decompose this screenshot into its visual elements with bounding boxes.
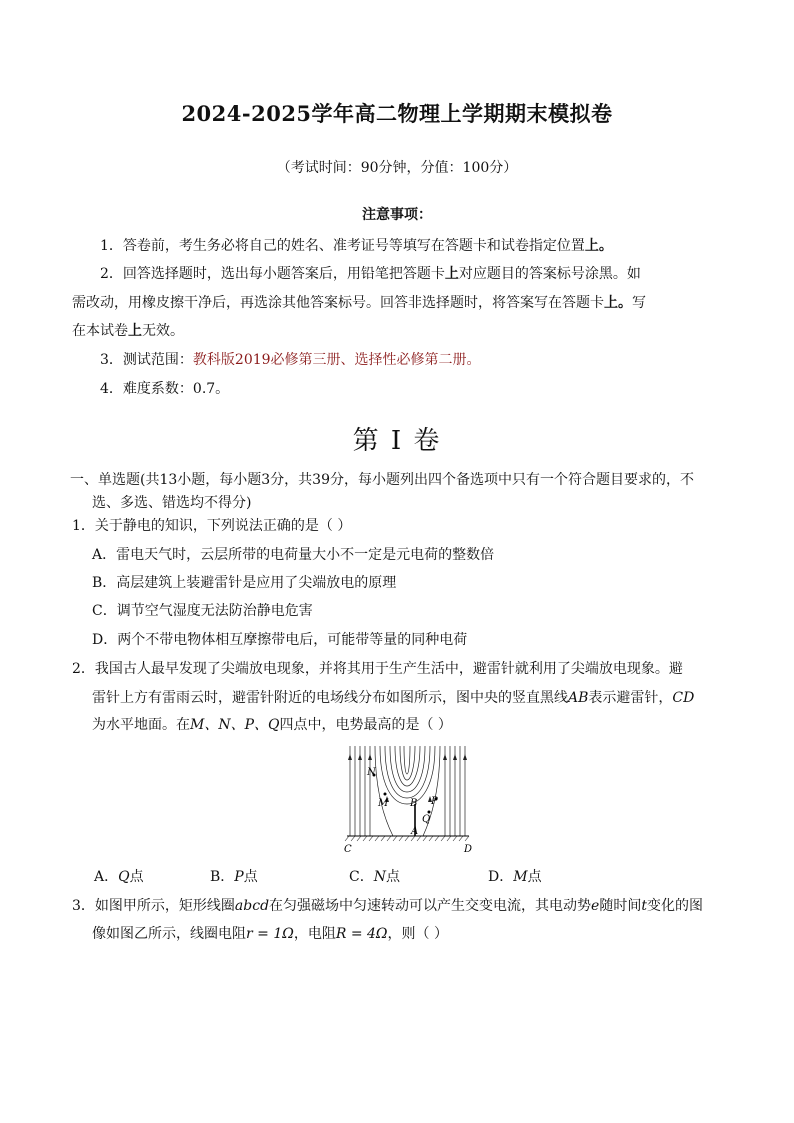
label-c: C xyxy=(344,844,352,854)
option-prefix: C． xyxy=(349,869,374,885)
question-3-text: ，则（ ） xyxy=(387,926,448,942)
question-3-text: 随时间 xyxy=(599,898,642,914)
part-1-heading-line-1: 一、单选题(共13小题，每小题3分，共39分，每小题列出四个备选项中只有一个符合题目要求的，不 xyxy=(70,472,694,488)
notice-heading: 注意事项： xyxy=(362,207,432,223)
notice-item-2-text: 写 xyxy=(632,295,646,311)
field-arrows xyxy=(348,754,467,802)
test-scope: 教科版2019必修第三册、选择性必修第二册。 xyxy=(192,352,481,368)
question-2-text: 雷针上方有雷雨云时，避雷针附近的电场线分布如图所示，图中央的竖直黑线 xyxy=(92,690,568,706)
label-b: B xyxy=(410,798,418,809)
question-2-text: 为水平地面。在 xyxy=(92,717,190,733)
question-2-line-3 xyxy=(92,714,452,734)
option-prefix: A． xyxy=(94,869,119,885)
ground-hatching xyxy=(345,836,469,841)
notice-item-1-emph: 上。 xyxy=(584,238,613,254)
option-var: P xyxy=(234,869,244,885)
coil-resistance: r = 1Ω xyxy=(246,926,294,942)
question-3-text: 像如图乙所示，线圈电阻 xyxy=(92,926,246,942)
question-2-text: 表示避雷针， xyxy=(588,690,673,706)
question-1-option-a: A．雷电天气时，云层所带的电荷量大小不一定是元电荷的整数倍 xyxy=(92,547,495,563)
segment-ab-label: AB xyxy=(568,690,589,706)
notice-item-2-line-3 xyxy=(72,320,184,340)
exam-time-info: （考试时间：90分钟，分值：100分） xyxy=(276,160,518,176)
label-n: N xyxy=(367,767,376,778)
coil-label: abcd xyxy=(234,898,270,914)
section-title: 第 I 卷 xyxy=(352,426,442,456)
question-1-option-c: C．调节空气湿度无法防治静电危害 xyxy=(92,603,313,619)
option-var: M xyxy=(513,869,528,885)
label-d: D xyxy=(464,844,473,854)
label-q: Q xyxy=(422,814,431,825)
option-prefix: B． xyxy=(210,869,235,885)
electric-field-figure xyxy=(343,742,475,854)
page-title: 2024-2025学年高二物理上学期期末模拟卷 xyxy=(181,101,613,126)
question-3-line-1 xyxy=(72,895,703,915)
question-2-option-d xyxy=(488,866,542,886)
option-suffix: 点 xyxy=(385,869,400,885)
notice-item-2-line-1 xyxy=(100,263,641,283)
option-var: N xyxy=(373,869,386,885)
notice-item-4: 4．难度系数：0.7。 xyxy=(100,381,230,397)
notice-item-2-text: 需改动，用橡皮擦干净后，再选涂其他答案标号。回答非选择题时，将答案写在答题卡 xyxy=(72,295,604,311)
segment-cd-label: CD xyxy=(672,690,695,706)
question-3-line-2 xyxy=(92,923,448,943)
part-1-heading-line-2: 选、多选、错选均不得分) xyxy=(92,495,252,511)
notice-item-2-text: 2．回答选择题时，选出每小题答案后，用铅笔把答题卡 xyxy=(100,266,445,282)
question-2-line-1: 2．我国古人最早发现了尖端放电现象，并将其用于生产生活中，避雷针就利用了尖端放电现象。避 xyxy=(72,661,683,677)
option-suffix: 点 xyxy=(527,869,542,885)
notice-item-2-emph: 上 xyxy=(128,323,142,339)
field-lines xyxy=(350,746,465,836)
notice-item-2-emph: 上。 xyxy=(604,295,632,311)
option-prefix: D． xyxy=(488,869,514,885)
notice-item-1-text: 1．答卷前，考生务必将自己的姓名、准考证号等填写在答题卡和试卷指定位置 xyxy=(100,238,585,254)
question-2-option-c xyxy=(349,866,400,886)
notice-item-3 xyxy=(100,349,481,369)
label-m: M xyxy=(378,798,389,809)
question-3-text: ，电阻 xyxy=(293,926,336,942)
question-3-text: 变化的图 xyxy=(646,898,703,914)
notice-item-2-line-2 xyxy=(72,292,646,312)
question-1-option-d: D．两个不带电物体相互摩擦带电后，可能带等量的同种电荷 xyxy=(92,632,468,648)
question-3-text: 3．如图甲所示，矩形线圈 xyxy=(72,898,235,914)
option-var: Q xyxy=(118,869,130,885)
question-2-line-2 xyxy=(92,687,694,707)
point-labels: M、N、P、Q xyxy=(190,717,280,733)
label-p: P xyxy=(431,796,438,807)
notice-item-2-text: 无效。 xyxy=(142,323,184,339)
emf-symbol: e xyxy=(591,898,600,914)
notice-item-2-emph: 上 xyxy=(444,266,459,282)
question-3-text: 在匀强磁场中匀速转动可以产生交变电流，其电动势 xyxy=(269,898,592,914)
question-2-option-a xyxy=(94,866,144,886)
notice-item-3-label: 3．测试范围： xyxy=(100,352,193,368)
question-2-option-b xyxy=(210,866,258,886)
option-suffix: 点 xyxy=(243,869,258,885)
label-a: A xyxy=(411,826,419,837)
time-symbol: t xyxy=(641,898,647,914)
notice-item-2-text: 对应题目的答案标号涂黑。如 xyxy=(458,266,641,282)
notice-item-1 xyxy=(100,235,613,255)
notice-item-2-text: 在本试卷 xyxy=(72,323,128,339)
question-1-option-b: B．高层建筑上装避雷针是应用了尖端放电的原理 xyxy=(92,575,397,591)
question-2-text: 四点中，电势最高的是（ ） xyxy=(279,717,452,733)
load-resistance: R = 4Ω xyxy=(335,926,388,942)
question-1-stem: 1．关于静电的知识，下列说法正确的是（ ） xyxy=(72,518,352,534)
option-suffix: 点 xyxy=(129,869,144,885)
